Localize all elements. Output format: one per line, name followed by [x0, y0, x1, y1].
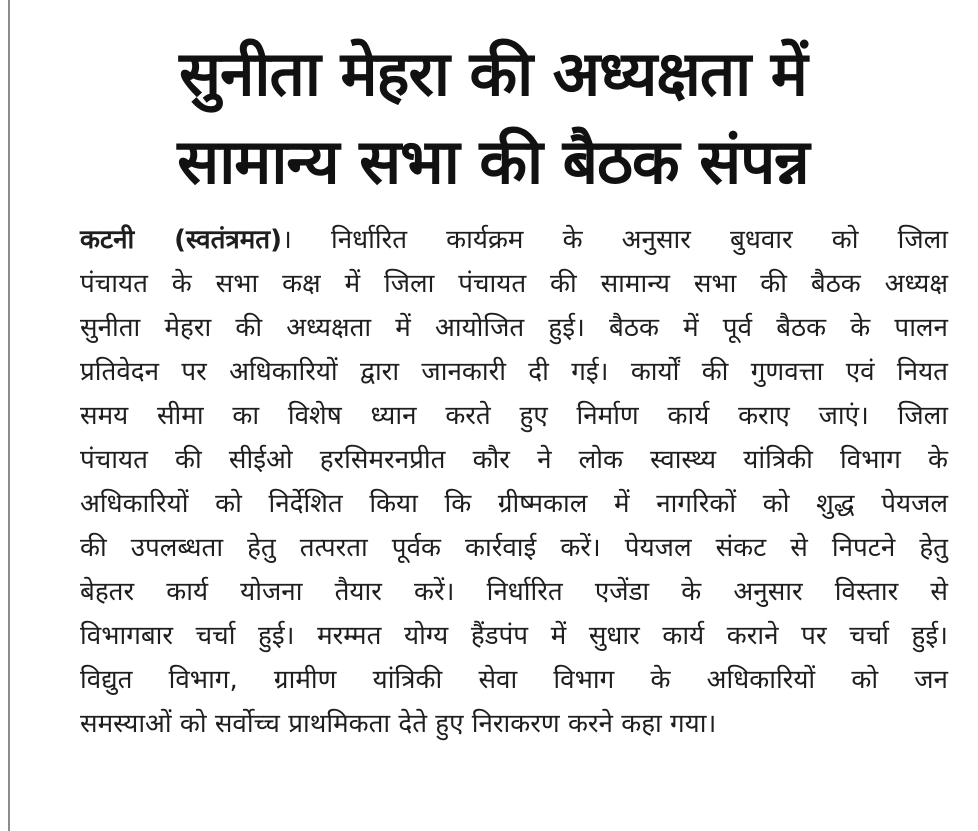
body-line-8: की उपलब्धता हेतु तत्परता पूर्वक कार्रवाई करें। पेयजल संकट से निपटने हेतु — [80, 533, 948, 563]
body-line-11: विद्युत विभाग, ग्रामीण यांत्रिकी सेवा विभाग के अधिकारियों को जन — [80, 665, 948, 695]
body-line-4: प्रतिवेदन पर अधिकारियों द्वारा जानकारी दी गई। कार्यों की गुणवत्ता एवं नियत — [80, 357, 948, 387]
body-line-12: समस्याओं को सर्वोच्च प्राथमिकता देते हुए निराकरण करने कहा गया। — [80, 709, 717, 739]
headline-line-2: सामान्य सभा की बैठक संपन्न — [177, 125, 809, 198]
body-line-2: पंचायत के सभा कक्ष में जिला पंचायत की सामान्य सभा की बैठक अध्यक्ष — [80, 269, 948, 299]
column-rule — [8, 0, 10, 831]
headline-line-1: सुनीता मेहरा की अध्यक्षता में — [179, 37, 807, 110]
dateline: कटनी (स्वतंत्रमत) — [80, 225, 283, 255]
body-line-6: पंचायत की सीईओ हरसिमरनप्रीत कौर ने लोक स्वास्थ्य यांत्रिकी विभाग के — [80, 445, 948, 475]
article-headline — [28, 30, 958, 206]
body-line-5: समय सीमा का विशेष ध्यान करते हुए निर्माण कार्य कराए जाएं। जिला — [80, 401, 948, 431]
body-line-1 — [80, 218, 948, 262]
body-line-9: बेहतर कार्य योजना तैयार करें। निर्धारित एजेंडा के अनुसार विस्तार से — [80, 577, 948, 607]
article-body — [80, 218, 948, 746]
body-line-7: अधिकारियों को निर्देशित किया कि ग्रीष्मकाल में नागरिकों को शुद्ध पेयजल — [80, 489, 948, 519]
body-line-3: सुनीता मेहरा की अध्यक्षता में आयोजित हुई। बैठक में पूर्व बैठक के पालन — [80, 313, 948, 343]
body-line-1-text: । निर्धारित कार्यक्रम के अनुसार बुधवार को जिला — [282, 225, 948, 255]
body-line-10: विभागबार चर्चा हुई। मरम्मत योग्य हैंडपंप में सुधार कार्य कराने पर चर्चा हुई। — [80, 621, 948, 651]
